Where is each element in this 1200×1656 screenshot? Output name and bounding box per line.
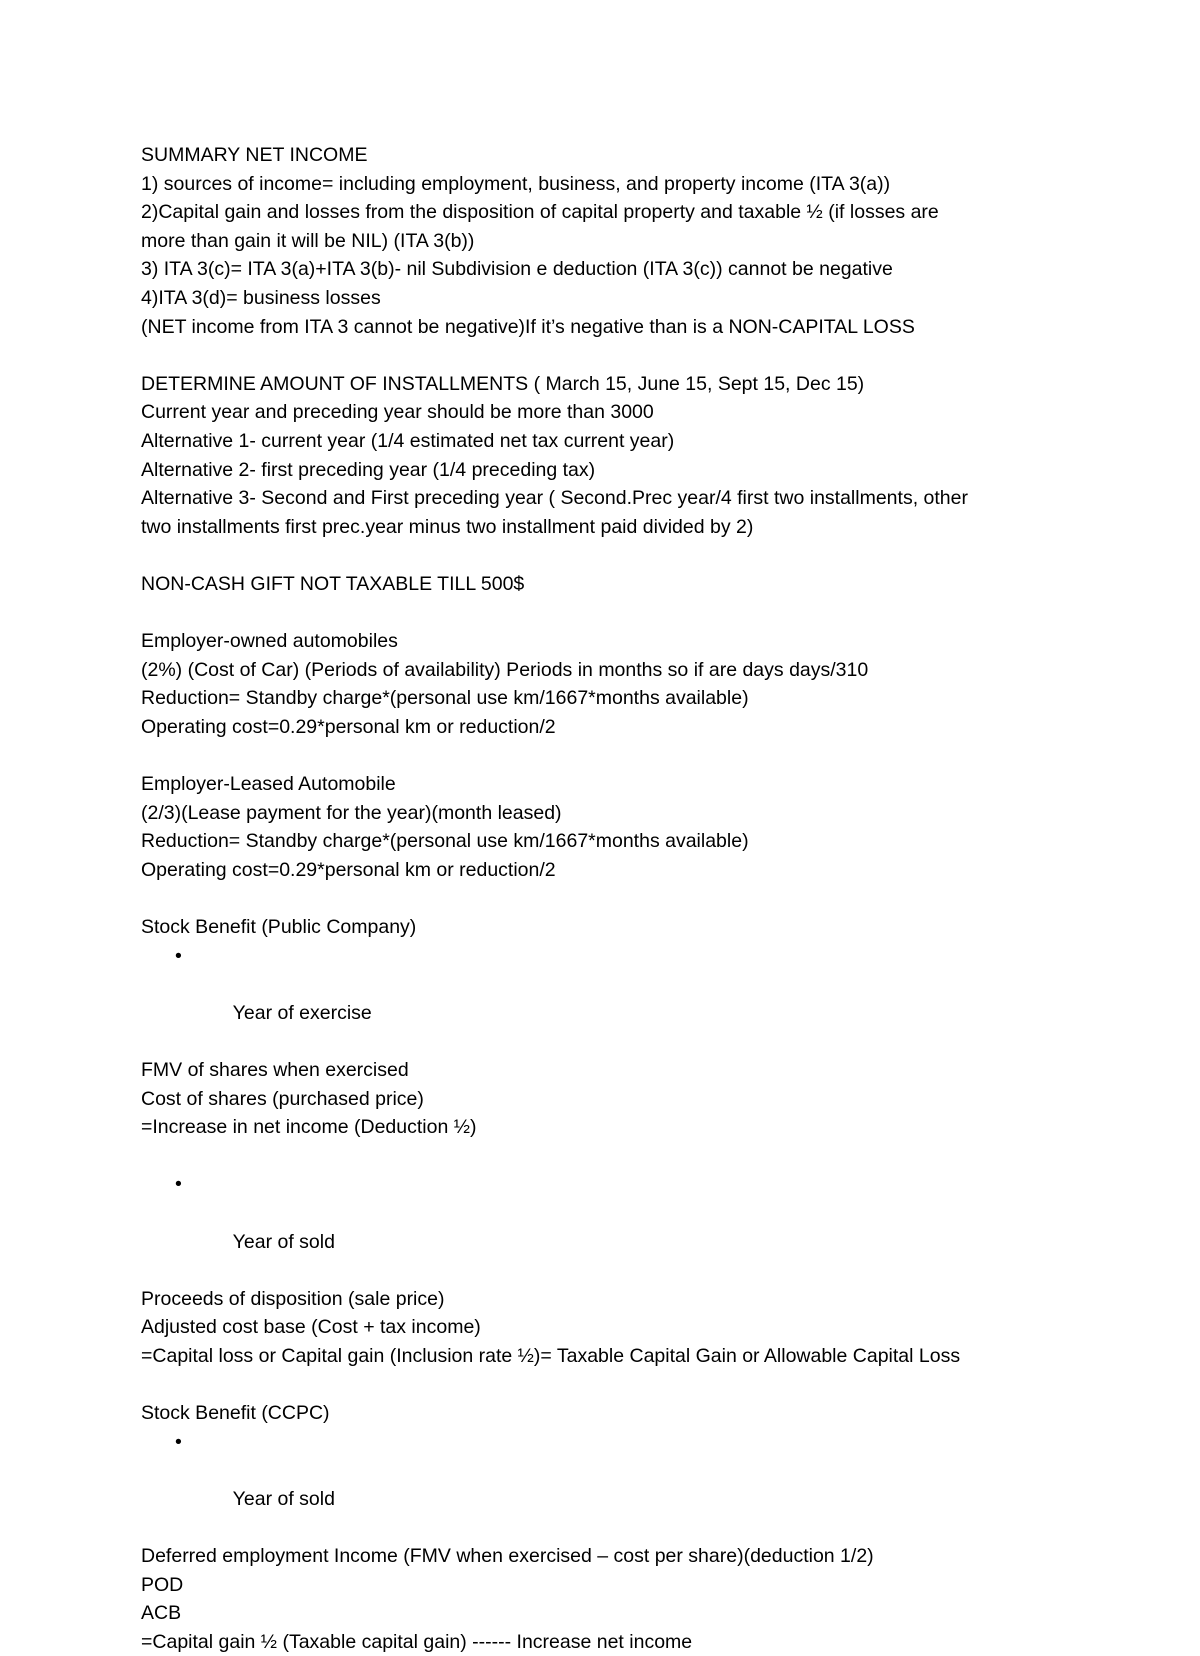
text-line: Operating cost=0.29*personal km or reduction/2: [141, 715, 556, 738]
text-line: 3) ITA 3(c)= ITA 3(a)+ITA 3(b)- nil Subdivision e deduction (ITA 3(c)) cannot be negative: [141, 258, 893, 281]
text-line: (2/3)(Lease payment for the year)(month leased): [141, 801, 562, 824]
text-line: 4)ITA 3(d)= business losses: [141, 286, 381, 309]
installments-heading: DETERMINE AMOUNT OF INSTALLMENTS ( March 15, June 15, Sept 15, Dec 15): [141, 372, 865, 395]
blank-line: [141, 741, 1081, 770]
text-line: Cost of shares (purchased price): [141, 1087, 424, 1110]
bullet-icon: •: [175, 1430, 182, 1453]
blank-line: [141, 1142, 1081, 1171]
text-line: more than gain it will be NIL) (ITA 3(b)): [141, 229, 475, 252]
text-line: Reduction= Standby charge*(personal use km/1667*months available): [141, 687, 749, 710]
document-page: [141, 141, 1081, 1656]
blank-line: [141, 599, 1081, 628]
text-line: (2%) (Cost of Car) (Periods of availability) Periods in months so if are days days/310: [141, 658, 869, 681]
bullet-item: [141, 1428, 1081, 1542]
bullet-icon: •: [175, 944, 182, 967]
text-line: ACB: [141, 1602, 182, 1625]
bullet-item: [141, 942, 1081, 1056]
stock-benefit-ccpc-heading: Stock Benefit (CCPC): [141, 1402, 330, 1425]
bullet-icon: •: [175, 1173, 182, 1196]
text-line: Alternative 3- Second and First preceding year ( Second.Prec year/4 first two installments, other: [141, 487, 968, 510]
text-line: POD: [141, 1573, 184, 1596]
text-line: Deferred employment Income (FMV when exercised – cost per share)(deduction 1/2): [141, 1545, 874, 1568]
blank-line: [141, 541, 1081, 570]
text-line: two installments first prec.year minus two installment paid divided by 2): [141, 515, 754, 538]
text-line: (NET income from ITA 3 cannot be negative)If it’s negative than is a NON-CAPITAL LOSS: [141, 315, 915, 338]
text-line: Proceeds of disposition (sale price): [141, 1287, 445, 1310]
stock-benefit-public-heading: Stock Benefit (Public Company): [141, 916, 417, 939]
employer-owned-automobiles-heading: Employer-owned automobiles: [141, 630, 398, 653]
blank-line: [141, 1371, 1081, 1400]
text-line: 2)Capital gain and losses from the disposition of capital property and taxable ½ (if losses are: [141, 201, 939, 224]
bullet-text: Year of sold: [232, 1230, 335, 1253]
bullet-text: Year of sold: [232, 1487, 335, 1510]
text-line: =Increase in net income (Deduction ½): [141, 1116, 477, 1139]
text-line: FMV of shares when exercised: [141, 1059, 409, 1081]
text-line: Operating cost=0.29*personal km or reduction/2: [141, 858, 556, 881]
text-line: Current year and preceding year should be more than 3000: [141, 401, 654, 424]
text-line: 1) sources of income= including employment, business, and property income (ITA 3(a)): [141, 172, 891, 195]
non-cash-gift-heading: NON-CASH GIFT NOT TAXABLE TILL 500$: [141, 572, 525, 595]
blank-line: [141, 341, 1081, 370]
text-line: =Capital loss or Capital gain (Inclusion rate ½)= Taxable Capital Gain or Allowable Capital Loss: [141, 1344, 961, 1367]
summary-net-income-heading: SUMMARY NET INCOME: [141, 144, 368, 166]
text-line: Reduction= Standby charge*(personal use km/1667*months available): [141, 830, 749, 853]
text-line: Adjusted cost base (Cost + tax income): [141, 1316, 481, 1339]
bullet-text: Year of exercise: [232, 1001, 372, 1024]
employer-leased-automobile-heading: Employer-Leased Automobile: [141, 773, 396, 796]
bullet-item: [141, 1170, 1081, 1284]
blank-line: [141, 884, 1081, 913]
text-line: =Capital gain ½ (Taxable capital gain) ------ Increase net income: [141, 1630, 693, 1653]
text-line: Alternative 1- current year (1/4 estimated net tax current year): [141, 429, 675, 452]
text-line: Alternative 2- first preceding year (1/4 preceding tax): [141, 458, 596, 481]
